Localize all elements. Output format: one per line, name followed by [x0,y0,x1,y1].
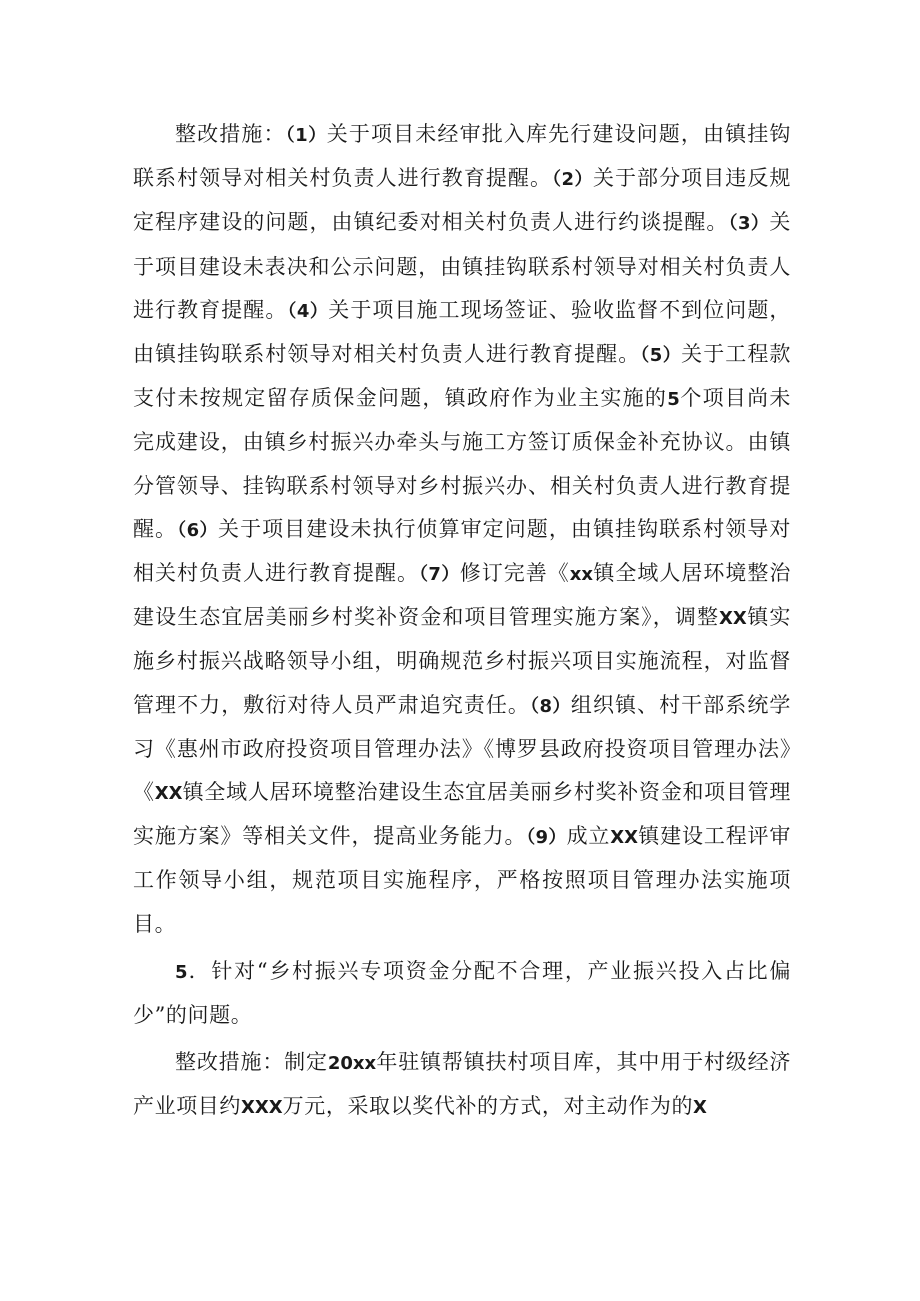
text-run: 关于项目建设未表决和公示问题，由镇挂钩联系村领导对相关村负责人进行教育提醒。 [133,210,791,322]
text-run: 镇全域人居环境整治建设生态宜居美丽乡村奖补资金和项目管理实施方案》，调整 [133,561,792,630]
numeric-run: 5 [175,961,188,983]
text-run: 修订完善《 [459,561,570,586]
numeric-run: （3） [728,213,770,235]
paragraph-issue-5 [133,950,791,1037]
numeric-run: （6） [177,519,219,541]
text-run: 镇建设工程评审工作领导小组，规范项目实施程序，严格按照项目管理办法实施项目。 [133,824,791,936]
numeric-run: （9） [526,827,567,849]
numeric-run: （1） [285,125,327,146]
paragraph-rectification-measures-2 [133,1041,791,1129]
numeric-run: xx [569,564,593,586]
text-run: 关于工程款支付未按规定留存质保金问题，镇政府作为业主实施的 [133,342,791,411]
text-run: 年驻镇帮镇扶村项目库，其中用于村级经济产业项目约 [133,1050,792,1119]
text-run: ．针对“乡村振兴专项资金分配不合理，产业振兴投入占比偏少”的问题。 [133,958,791,1028]
text-run: 关于项目建设未执行侦算审定问题，由镇挂钩联系村领导对相关村负责人进行教育提醒。 [133,516,791,586]
numeric-run: （8） [530,695,571,717]
numeric-run: XX [154,783,183,805]
numeric-run: XXX [241,1097,283,1119]
text-run: 个项目尚未完成建设，由镇乡村振兴办牵头与施工方签订质保金补充协议。由镇分管领导、挂钩联系村领导对乡村振兴办、相关村负责人进行教育提醒。 [133,386,792,541]
numeric-run: （5） [640,345,682,367]
text-run: 组织镇、村干部系统学习《惠州市政府投资项目管理办法》《博罗县政府投资项目管理办法》《 [133,692,791,805]
text-run: 成立 [566,824,611,849]
text-run: 万元，采取以奖代补的方式，对主动作为的 [282,1094,694,1119]
numeric-run: （4） [287,300,329,322]
numeric-run: （2） [552,169,593,191]
numeric-run: 5 [667,389,680,411]
text-run: 镇实施乡村振兴战略领导小组，明确规范乡村振兴项目实施流程，对监督管理不力，敷衍对待人员严肃追究责任。 [133,605,792,717]
numeric-run: （7） [419,564,460,586]
numeric-run: XX [610,827,639,849]
document-body [133,113,791,1130]
text-run: 关于部分项目违反规定程序建设的问题，由镇纪委对相关村负责人进行约谈提醒。 [133,166,791,235]
numeric-run: XX [719,608,747,630]
text-run: 整改措施：制定 [175,1050,328,1075]
numeric-run: 20xx [327,1053,377,1075]
text-run: 整改措施： [175,122,286,146]
numeric-run: X [693,1097,707,1119]
paragraph-rectification-measures-1 [133,113,791,946]
text-run: 镇全域人居环境整治建设生态宜居美丽乡村奖补资金和项目管理实施方案》等相关文件，提高业务能力。 [133,780,791,849]
text-run: 关于项目施工现场签证、验收监督不到位问题，由镇挂钩联系村领导对相关村负责人进行教育提醒。 [133,297,791,367]
text-run: 关于项目未经审批入库先行建设问题，由镇挂钩联系村领导对相关村负责人进行教育提醒。 [133,122,791,191]
